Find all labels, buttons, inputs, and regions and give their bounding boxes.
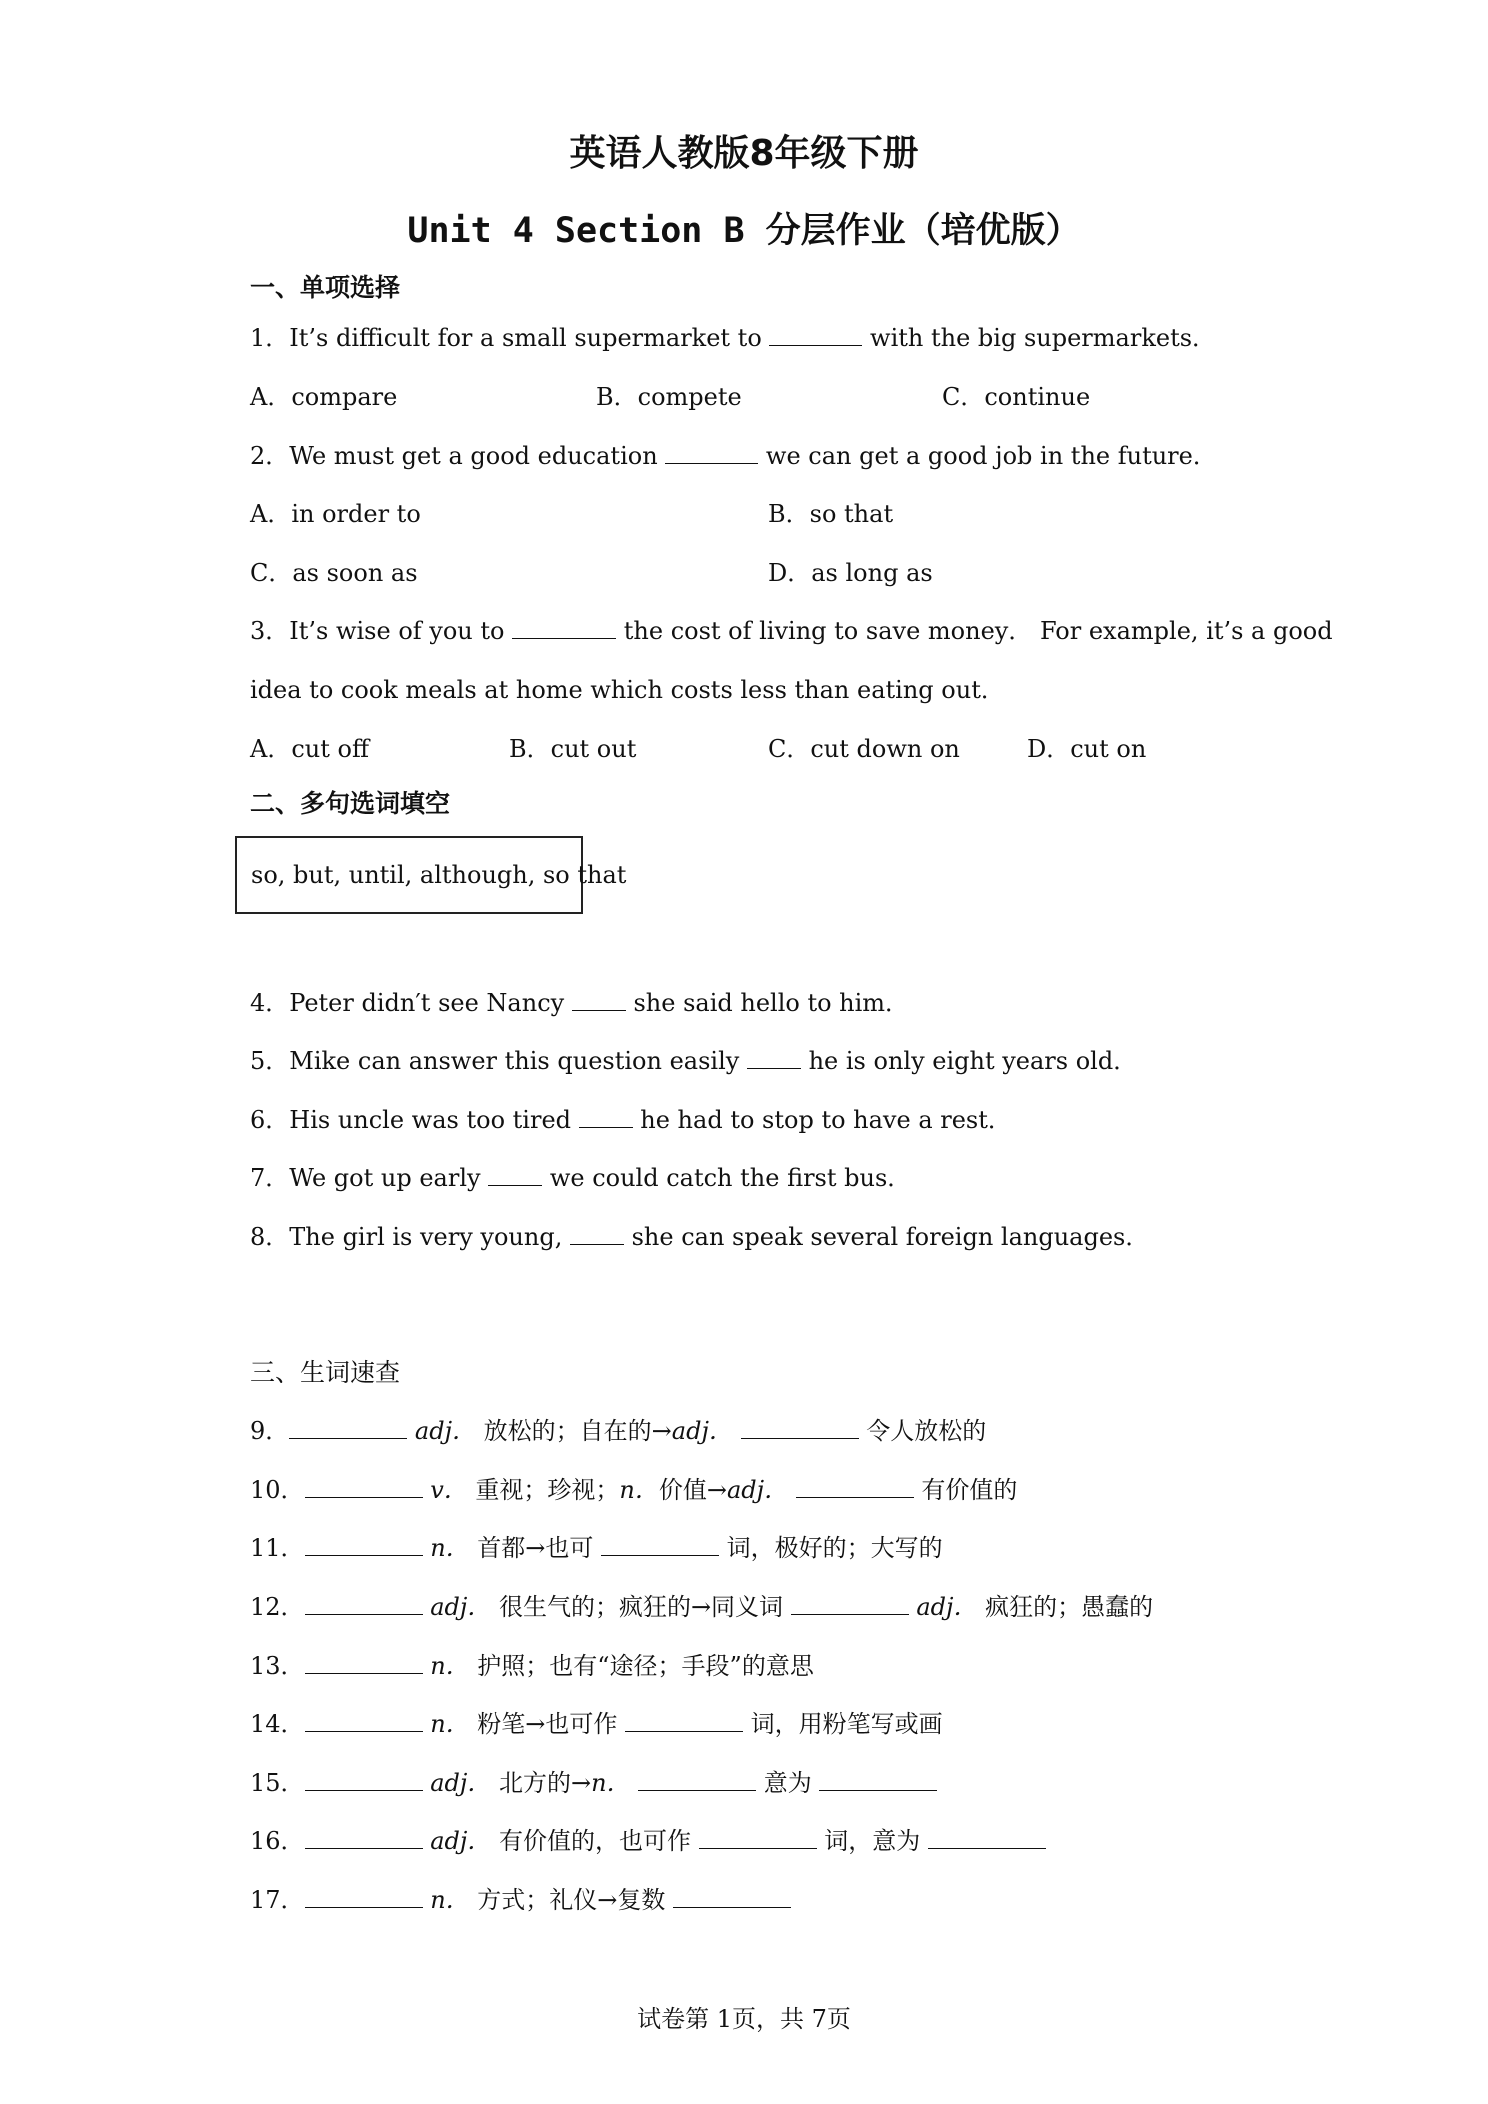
answer-blank: [699, 1828, 817, 1849]
answer-blank: [747, 1048, 801, 1069]
answer-blank: [570, 1224, 624, 1245]
question-5: 5．Mike can answer this question easily he is only eight years old．: [250, 1047, 1138, 1075]
worksheet-title: 英语人教版8年级下册: [569, 133, 919, 174]
worksheet-subtitle: Unit 4 Section B 分层作业（培优版）: [407, 211, 1081, 251]
section-heading-single-choice: 一、单项选择: [250, 273, 401, 302]
question-6: 6．His uncle was too tired he had to stop to have a rest．: [250, 1106, 1012, 1134]
option-b: B．so that: [768, 500, 894, 528]
question-16: 16． adj． 有价值的，也可作 词，意为: [250, 1825, 1046, 1857]
answer-blank: [305, 1477, 423, 1498]
answer-blank: [819, 1770, 937, 1791]
question-14: 14． n． 粉笔→也可作 词，用粉笔写或画: [250, 1710, 943, 1738]
answer-blank: [305, 1887, 423, 1908]
question-1: 1．It’s difficult for a small supermarket to with the big supermarkets．: [250, 324, 1217, 352]
answer-blank: [665, 443, 758, 464]
option-d: D．as long as: [768, 559, 933, 587]
answer-blank: [579, 1107, 633, 1128]
answer-blank: [305, 1594, 423, 1615]
question-3-line-2: idea to cook meals at home which costs less than eating out．: [250, 676, 1005, 704]
question-8: 8．The girl is very young, she can speak several foreign languages．: [250, 1223, 1150, 1251]
section-heading-vocabulary: 三、生词速查: [250, 1358, 401, 1387]
answer-blank: [796, 1477, 914, 1498]
option-c: C．as soon as: [250, 559, 418, 587]
answer-blank: [289, 1418, 407, 1439]
answer-blank: [488, 1165, 542, 1186]
answer-blank: [305, 1535, 423, 1556]
question-17: 17． n． 方式；礼仪→复数: [250, 1884, 791, 1916]
page-footer: 试卷第 1页，共 7页: [637, 2005, 851, 2033]
option-b: B．compete: [596, 383, 742, 411]
answer-blank: [305, 1711, 423, 1732]
answer-blank: [928, 1828, 1046, 1849]
option-a: A．compare: [250, 383, 398, 411]
word-bank-box: so, but, until, although, so that: [235, 836, 583, 914]
question-2: 2．We must get a good education we can get a good job in the future．: [250, 442, 1217, 470]
answer-blank: [769, 325, 862, 346]
answer-blank: [305, 1828, 423, 1849]
answer-blank: [741, 1418, 859, 1439]
question-11: 11． n． 首都→也可 词，极好的；大写的: [250, 1534, 943, 1562]
option-d: D．cut on: [1027, 735, 1147, 763]
option-a: A．in order to: [250, 500, 421, 528]
question-7: 7．We got up early we could catch the first bus．: [250, 1164, 912, 1192]
question-3: 3．It’s wise of you to the cost of living to save money． For example, it’s a good: [250, 617, 1333, 645]
question-10: 10． v． 重视；珍视；n．价值→adj． 有价值的: [250, 1476, 1018, 1504]
option-a: A．cut off: [250, 735, 370, 763]
answer-blank: [673, 1887, 791, 1908]
option-c: C．cut down on: [768, 735, 960, 763]
answer-blank: [572, 990, 626, 1011]
question-13: 13． n． 护照；也有“途径；手段”的意思: [250, 1652, 814, 1680]
section-heading-word-fill: 二、多句选词填空: [250, 789, 451, 818]
question-12: 12． adj． 很生气的；疯狂的→同义词 adj． 疯狂的；愚蠢的: [250, 1593, 1154, 1621]
option-c: C．continue: [942, 383, 1091, 411]
answer-blank: [791, 1594, 909, 1615]
question-15: 15． adj． 北方的→n． 意为: [250, 1767, 937, 1799]
answer-blank: [305, 1770, 423, 1791]
answer-blank: [638, 1770, 756, 1791]
question-9: 9． adj． 放松的；自在的→adj． 令人放松的: [250, 1417, 987, 1445]
answer-blank: [601, 1535, 719, 1556]
answer-blank: [625, 1711, 743, 1732]
answer-blank: [305, 1653, 423, 1674]
option-b: B．cut out: [509, 735, 637, 763]
question-4: 4．Peter didn′t see Nancy she said hello to him．: [250, 989, 910, 1017]
answer-blank: [512, 618, 616, 639]
